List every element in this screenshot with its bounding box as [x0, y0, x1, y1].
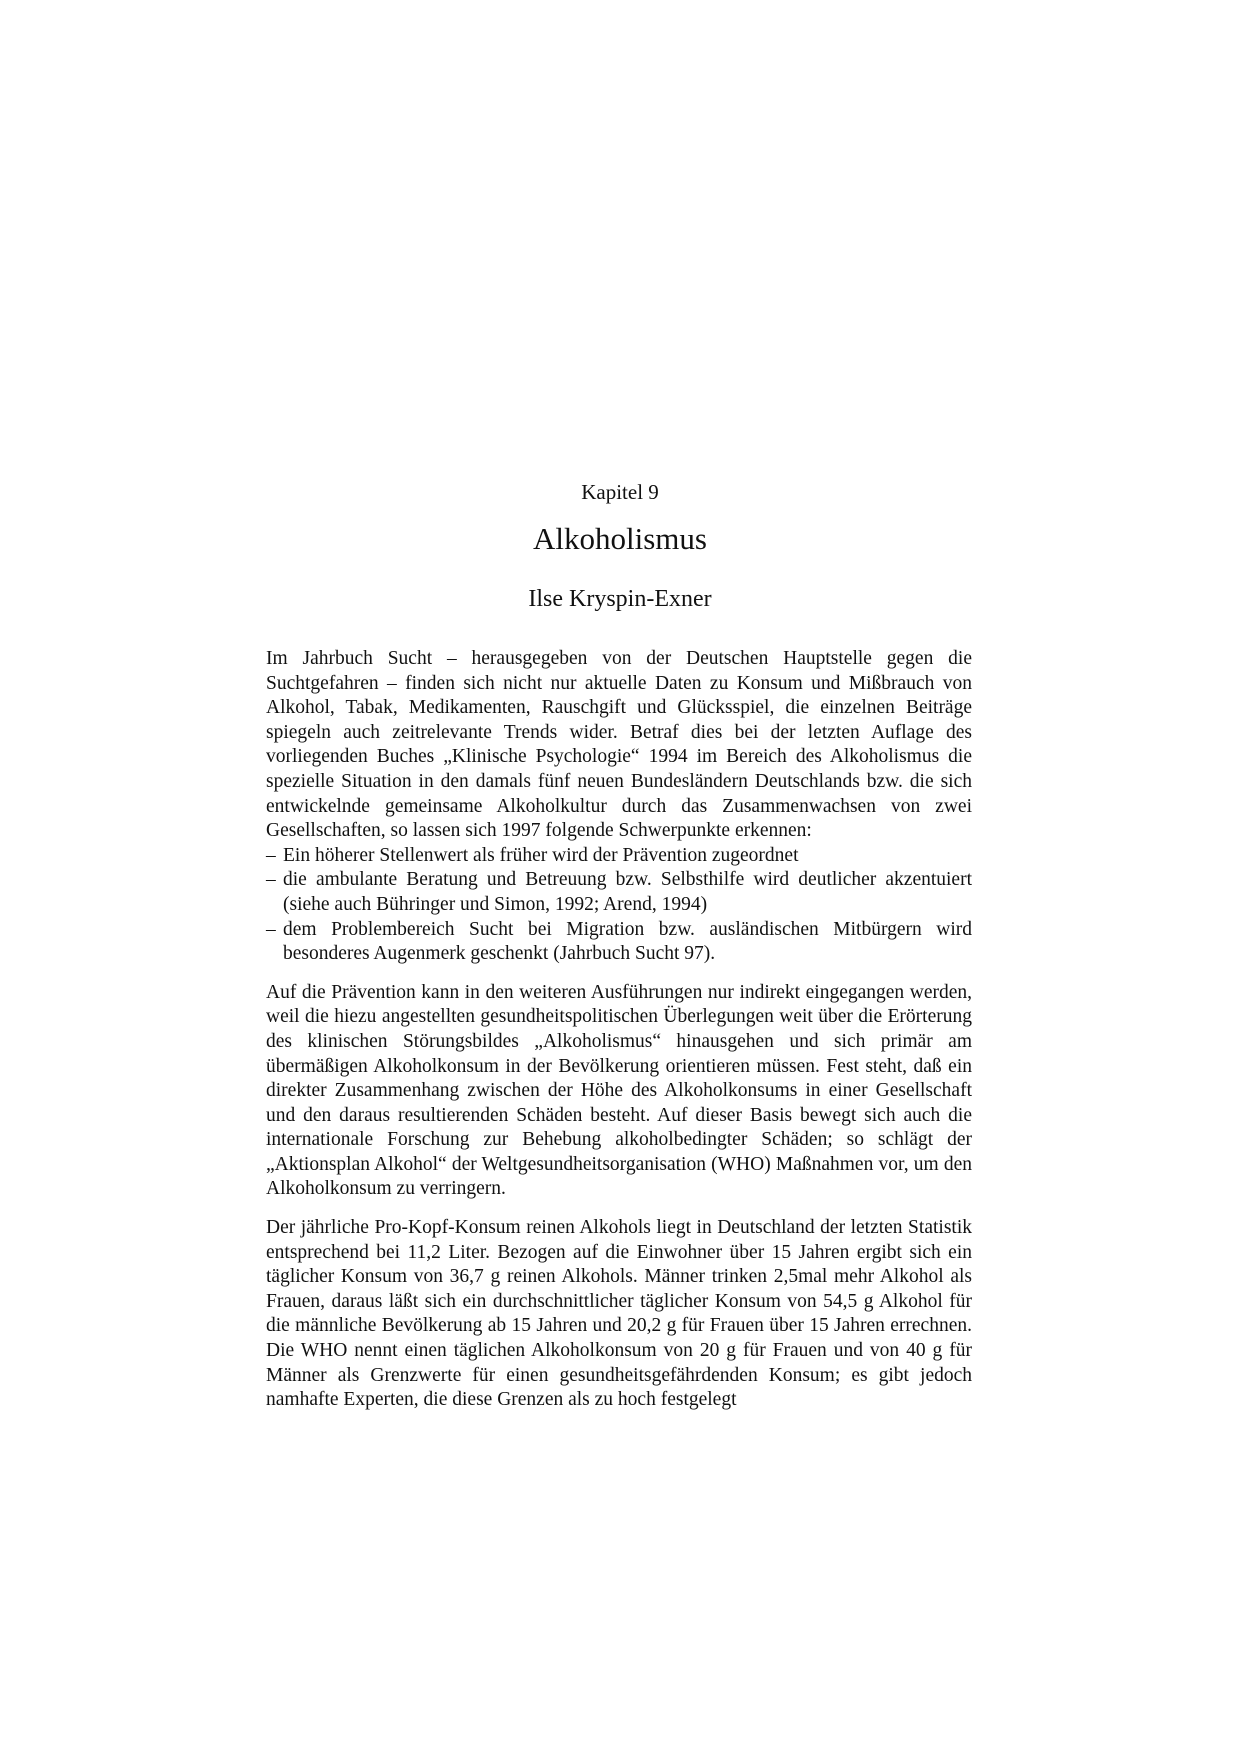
list-item-text: die ambulante Beratung und Betreuung bzw. Selbsthilfe wird deutlicher akzentuiert (siehe auch Bühringer und Simon, 1992; Arend, 1994) [283, 869, 972, 915]
paragraph-prevention: Auf die Prävention kann in den weiteren Ausführungen nur indirekt eingegangen werden, weil die hiezu angestellten gesundheitspolitischen Überlegungen weit über die Erörterung des klinischen Störungsbildes „Alkoholismus“ hinausgehen und sich primär am übermäßigen Alkoholkonsum in der Bevölkerung orientieren müssen. Fest steht, daß ein direkter Zusammenhang zwischen der Höhe des Alkoholkonsums in einer Gesellschaft und den daraus resultierenden Schäden besteht. Auf dieser Basis bewegt sich auch die internationale Forschung zur Behebung alkoholbedingter Schäden; so schlägt der „Aktionsplan Alkohol“ der Weltgesundheitsorganisation (WHO) Maßnahmen vor, um den Alkoholkonsum zu verringern. [266, 981, 972, 1200]
list-item [266, 868, 972, 917]
list-item [266, 844, 972, 869]
body-text [266, 647, 972, 1413]
chapter-title: Alkoholismus [533, 521, 707, 556]
chapter-author: Ilse Kryspin-Exner [528, 586, 712, 612]
list-item [266, 918, 972, 967]
focus-list [266, 844, 972, 967]
list-item-text: dem Problembereich Sucht bei Migration bzw. ausländischen Mitbürgern wird besonderes Augenmerk geschenkt (Jahrbuch Sucht 97). [283, 918, 972, 965]
paragraph-consumption: Der jährliche Pro-Kopf-Konsum reinen Alkohols liegt in Deutschland der letzten Statistik entsprechend bei 11,2 Liter. Bezogen auf die Einwohner über 15 Jahren ergibt sich ein täglicher Konsum von 36,7 g reinen Alkohols. Männer trinken 2,5mal mehr Alkohol als Frauen, daraus läßt sich ein durchschnittlicher täglicher Konsum von 54,5 g Alkohol für die männliche Bevölkerung ab 15 Jahren und 20,2 g für Frauen über 15 Jahren errechnen. Die WHO nennt einen täglichen Alkoholkonsum von 20 g für Frauen und von 40 g für Männer als Grenzwerte für einen gesundheitsgefährdenden Konsum; es gibt jedoch namhafte Experten, die diese Grenzen als zu hoch festgelegt [266, 1217, 972, 1411]
list-dash: – [266, 869, 276, 891]
list-item-text: Ein höherer Stellenwert als früher wird der Prävention zugeordnet [283, 844, 799, 866]
chapter-label: Kapitel 9 [581, 480, 659, 504]
list-dash: – [266, 844, 276, 866]
paragraph-intro: Im Jahrbuch Sucht – herausgegeben von der Deutschen Hauptstelle gegen die Suchtgefahren – finden sich nicht nur aktuelle Daten zu Konsum und Mißbrauch von Alkohol, Tabak, Medikamenten, Rauschgift und Glücksspiel, die einzelnen Beiträge spiegeln auch zeitrelevante Trends wider. Betraf dies bei der letzten Auflage des vorliegenden Buches „Klinische Psychologie“ 1994 im Bereich des Alkoholismus die spezielle Situation in den damals fünf neuen Bundesländern Deutschlands bzw. die sich entwickelnde gemeinsame Alkoholkultur durch das Zusammenwachsen von zwei Gesellschaften, so lassen sich 1997 folgende Schwerpunkte erkennen: [266, 648, 972, 842]
list-dash: – [266, 918, 276, 940]
